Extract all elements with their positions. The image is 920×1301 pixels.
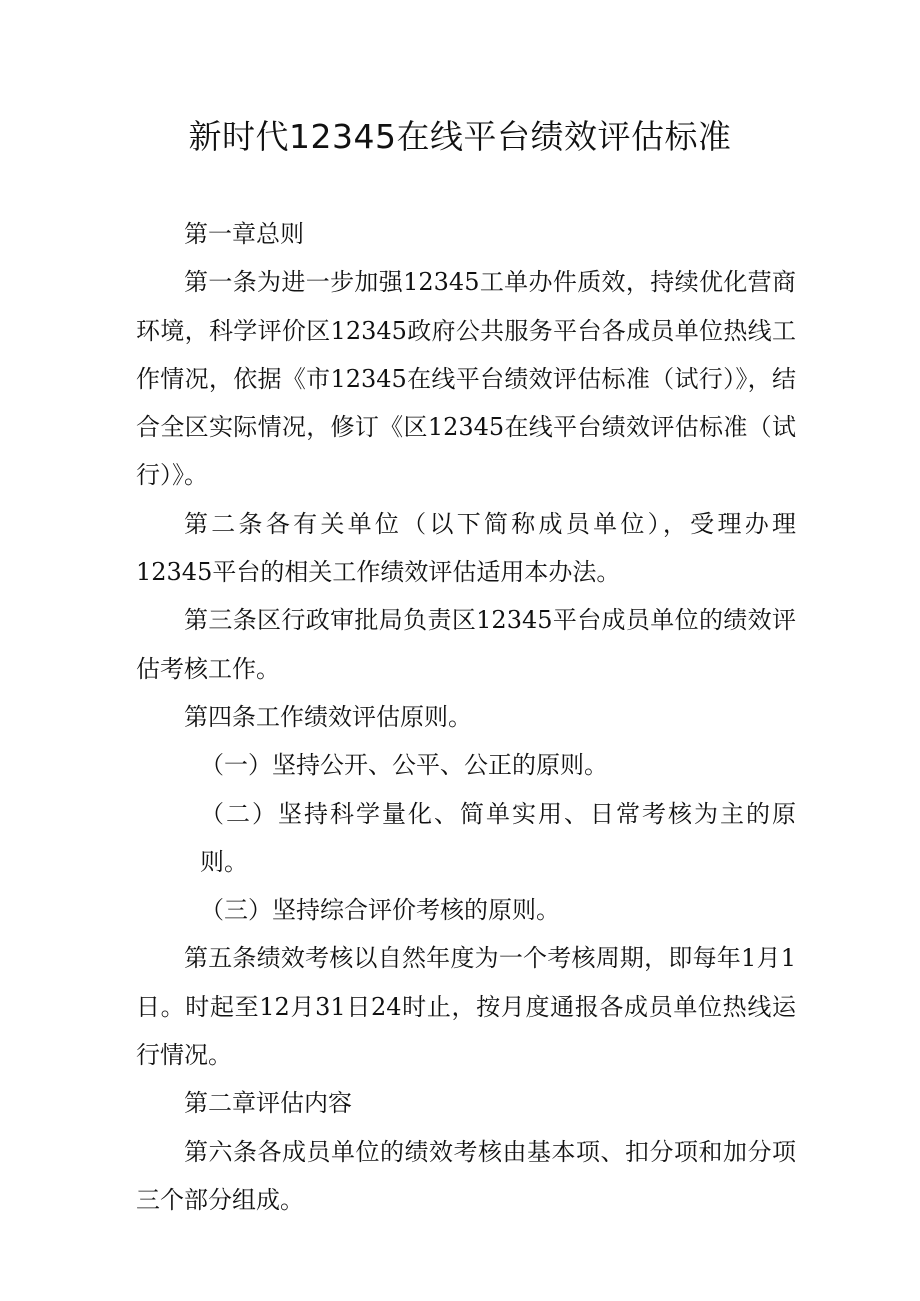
article-4: 第四条工作绩效评估原则。 [184,702,472,731]
article-6: 第六条各成员单位的绩效考核由基本项、扣分项和加分项三个部分组成。 [136,1137,796,1214]
article-3: 第三条区行政审批局负责区12345平台成员单位的绩效评估考核工作。 [136,606,796,683]
principle-item-2: （二）坚持科学量化、简单实用、日常考核为主的原则。 [200,799,796,876]
chapter-heading-evaluation: 第二章评估内容 [184,1089,352,1118]
document-title: 新时代12345在线平台绩效评估标准 [188,117,732,156]
article-5: 第五条绩效考核以自然年度为一个考核周期，即每年1月1日。时起至12月31日24时止，按月度通报各成员单位热线运行情况。 [136,944,796,1070]
article-1: 第一条为进一步加强12345工单办件质效，持续优化营商环境，科学评价区12345政府公共服务平台各成员单位热线工作情况，依据《市12345在线平台绩效评估标准（试行）》，结合全区实际情况，修订《区12345在线平台绩效评估标准（试行）》。 [136,268,796,490]
principle-item-3: （三）坚持综合评价考核的原则。 [200,896,560,925]
chapter-heading-general: 第一章总则 [184,220,304,248]
document-body [136,210,796,1224]
principle-item-1: （一）坚持公开、公平、公正的原则。 [200,751,608,780]
article-2: 第二条各有关单位（以下简称成员单位），受理办理12345平台的相关工作绩效评估适用本办法。 [136,509,796,587]
